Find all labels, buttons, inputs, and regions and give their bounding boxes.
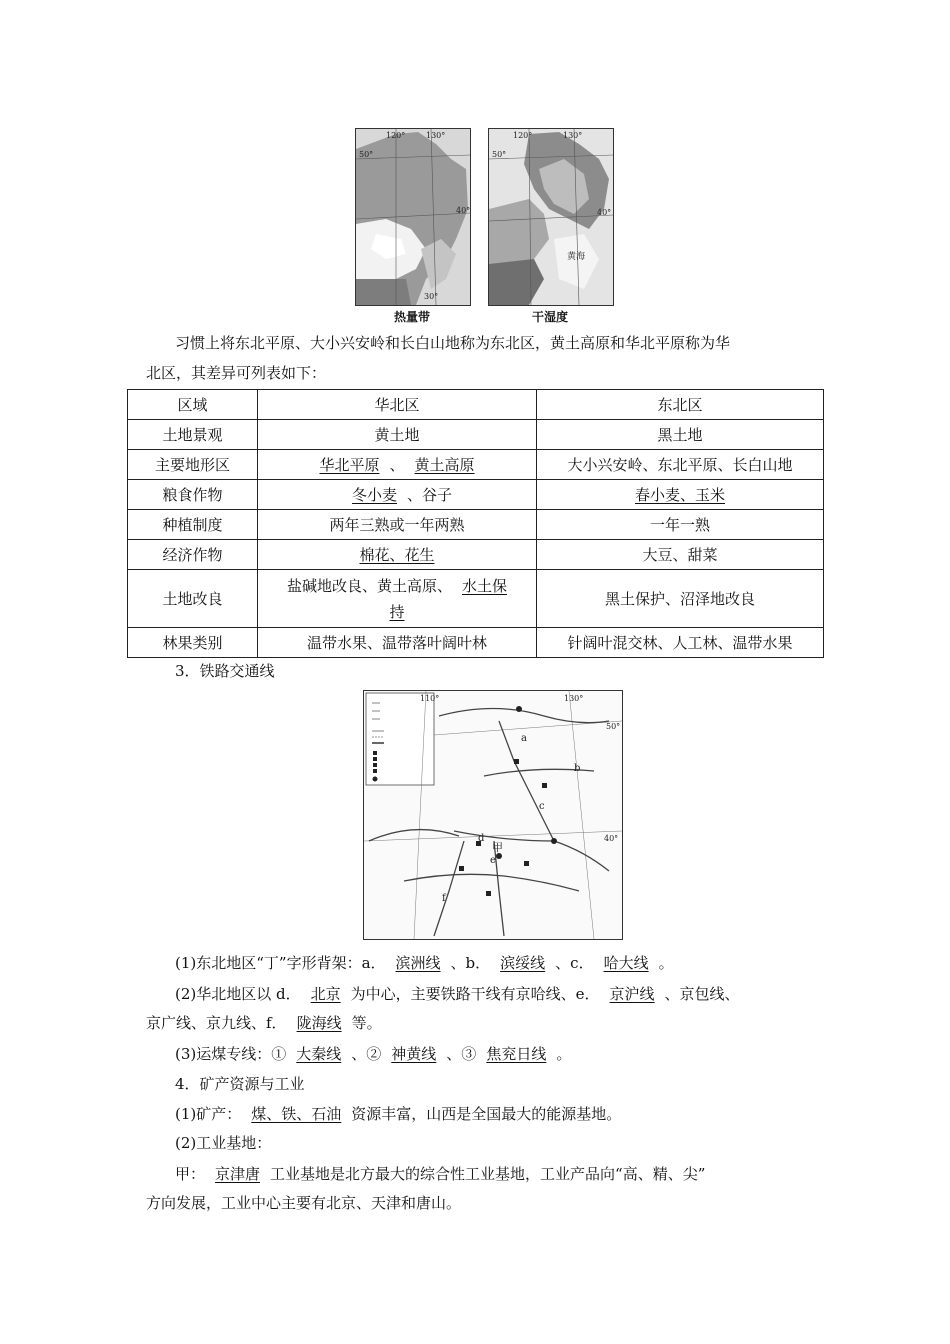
heat-lat-30: 30° <box>424 292 439 301</box>
q2-line-1 <box>175 979 740 1009</box>
rail-label-a: a <box>521 733 527 744</box>
row-label: 土地改良 <box>128 570 258 628</box>
jia-text: 工业基地是北方最大的综合性工业基地，工业产品向“高、精、尖” <box>270 1165 706 1183</box>
industry-title: (2)工业基地： <box>175 1134 272 1152</box>
humidity-lon-120: 120° <box>513 131 533 140</box>
answer-blank: 黄土高原 <box>414 456 475 474</box>
rail-lon-110: 110° <box>420 694 440 703</box>
rail-label-f: f <box>442 893 446 904</box>
answer-blank: 棉花、花生 <box>359 546 435 564</box>
header-north-china: 华北区 <box>258 390 537 420</box>
cell-north-china <box>258 570 537 628</box>
cell-northeast: 黑土地 <box>537 420 824 450</box>
row-label: 土地景观 <box>128 420 258 450</box>
industry-jia-line-1 <box>175 1159 705 1189</box>
q3-text: (3)运煤专线：① <box>175 1045 287 1063</box>
cell-northeast: 大小兴安岭、东北平原、长白山地 <box>537 450 824 480</box>
table-row <box>128 450 824 480</box>
heat-zone-map <box>355 128 471 306</box>
humidity-lat-40: 40° <box>597 208 612 217</box>
table-header-row <box>128 390 824 420</box>
q1-text: (1)东北地区“丁”字形背架：a． <box>175 954 386 972</box>
heat-lon-130: 130° <box>426 131 446 140</box>
q2-text: 京广线、京九线、f． <box>146 1014 287 1032</box>
answer-blank: 北京 <box>310 985 341 1003</box>
q1-line <box>175 948 674 978</box>
answer-blank: 大秦线 <box>296 1045 342 1063</box>
cell-text: 、谷子 <box>407 486 453 504</box>
table-row <box>128 510 824 540</box>
answer-blank: 滨绥线 <box>500 954 546 972</box>
header-region: 区域 <box>128 390 258 420</box>
heat-lat-50: 50° <box>359 150 374 159</box>
answer-blank: 滨洲线 <box>395 954 441 972</box>
answer-blank: 持 <box>389 602 405 621</box>
heat-lon-120: 120° <box>386 131 406 140</box>
cell-northeast <box>537 480 824 510</box>
q3-text: 、② <box>351 1045 382 1063</box>
row-label: 主要地形区 <box>128 450 258 480</box>
answer-blank: 华北平原 <box>319 456 380 474</box>
q1-text: 、c． <box>555 954 594 972</box>
railway-map <box>363 690 623 940</box>
rail-label-b: b <box>574 763 581 774</box>
section-3-title: 3．铁路交通线 <box>175 662 275 680</box>
heat-zone-map-graphic <box>356 129 470 305</box>
cell-north-china: 温带水果、温带落叶阔叶林 <box>258 628 537 658</box>
rail-lat-40: 40° <box>604 834 619 843</box>
separator: 、 <box>389 456 405 474</box>
q3-text: 、③ <box>446 1045 477 1063</box>
answer-blank: 陇海线 <box>296 1014 342 1032</box>
row-label: 种植制度 <box>128 510 258 540</box>
cell-text: 盐碱地改良、黄土高原、 <box>286 576 452 595</box>
answer-blank: 焦兖日线 <box>486 1045 547 1063</box>
table-row <box>128 480 824 510</box>
table-row <box>128 628 824 658</box>
rail-label-d: d <box>478 833 485 844</box>
answer-blank: 煤、铁、石油 <box>251 1105 342 1123</box>
answer-blank: 春小麦、玉米 <box>634 486 725 504</box>
header-northeast: 东北区 <box>537 390 824 420</box>
answer-blank: 水土保 <box>462 576 508 595</box>
row-label: 经济作物 <box>128 540 258 570</box>
q1-text: 、b． <box>450 954 491 972</box>
rail-lat-50: 50° <box>606 722 621 731</box>
q2-line-2 <box>146 1008 382 1038</box>
q1-text: 。 <box>658 954 674 972</box>
region-comparison-table <box>127 389 824 658</box>
table-row <box>128 420 824 450</box>
rail-label-e: e <box>490 855 496 866</box>
minerals-text: (1)矿产： <box>175 1105 242 1123</box>
q2-text: 等。 <box>351 1014 382 1032</box>
cell-north-china <box>258 540 537 570</box>
industry-jia-line-2: 方向发展，工业中心主要有北京、天津和唐山。 <box>146 1194 462 1212</box>
rail-label-jia: 甲 <box>492 841 503 854</box>
table-row <box>128 540 824 570</box>
cell-northeast: 黑土保护、沼泽地改良 <box>537 570 824 628</box>
cell-north-china: 两年三熟或一年两熟 <box>258 510 537 540</box>
humidity-lat-50: 50° <box>492 150 507 159</box>
cell-northeast: 一年一熟 <box>537 510 824 540</box>
humidity-map-graphic <box>489 129 613 305</box>
cell-north-china <box>258 450 537 480</box>
intro-line-2: 北区，其差异可列表如下： <box>146 364 327 382</box>
answer-blank: 哈大线 <box>603 954 649 972</box>
q3-line <box>175 1039 571 1069</box>
table-row <box>128 570 824 628</box>
cell-north-china <box>258 480 537 510</box>
minerals-text: 资源丰富，山西是全国最大的能源基地。 <box>351 1105 622 1123</box>
answer-blank: 神黄线 <box>391 1045 437 1063</box>
answer-blank: 冬小麦 <box>351 486 397 504</box>
q2-text: 为中心，主要铁路干线有京哈线、e． <box>350 985 600 1003</box>
cell-northeast: 针阔叶混交林、人工林、温带水果 <box>537 628 824 658</box>
answer-blank: 京沪线 <box>609 985 655 1003</box>
cell-northeast: 大豆、甜菜 <box>537 540 824 570</box>
answer-blank: 京津唐 <box>215 1165 261 1183</box>
section-4-title: 4．矿产资源与工业 <box>175 1075 305 1093</box>
railway-map-graphic <box>364 691 622 939</box>
humidity-yellow-sea: 黄海 <box>567 252 586 262</box>
q3-text: 。 <box>556 1045 572 1063</box>
intro-line-1: 习惯上将东北平原、大小兴安岭和长白山地称为东北区，黄土高原和华北平原称为华 <box>175 334 731 352</box>
rail-label-c: c <box>539 801 545 812</box>
humidity-lon-130: 130° <box>563 131 583 140</box>
heat-lat-40: 40° <box>456 206 470 215</box>
humidity-map <box>488 128 614 306</box>
rail-lon-130: 130° <box>564 694 584 703</box>
minerals-line <box>175 1099 621 1129</box>
cell-north-china: 黄土地 <box>258 420 537 450</box>
heat-map-caption: 热量带 <box>393 310 430 324</box>
q2-text: (2)华北地区以 d． <box>175 985 301 1003</box>
jia-text: 甲： <box>175 1165 206 1183</box>
q2-text: 、京包线、 <box>664 985 740 1003</box>
humidity-map-caption: 干湿度 <box>531 310 568 324</box>
row-label: 林果类别 <box>128 628 258 658</box>
row-label: 粮食作物 <box>128 480 258 510</box>
